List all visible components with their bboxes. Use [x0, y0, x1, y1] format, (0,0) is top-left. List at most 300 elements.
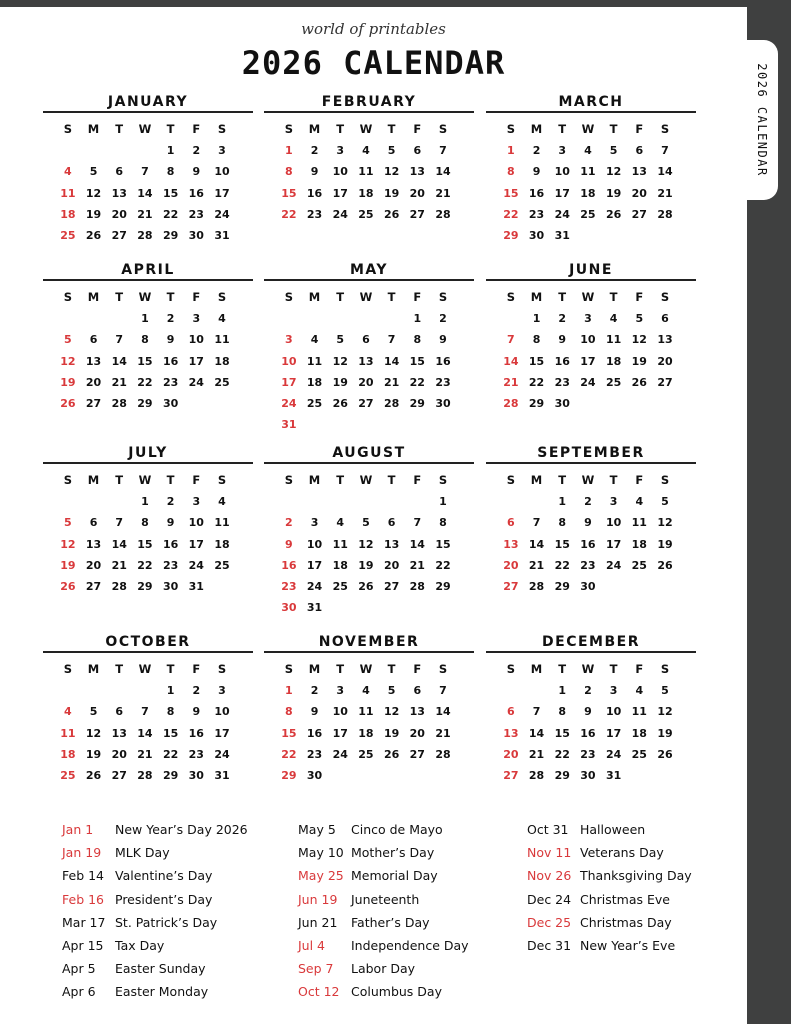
holiday-name: Cinco de Mayo [351, 822, 443, 837]
holiday-name: Memorial Day [351, 868, 438, 884]
day-cell: 16 [580, 537, 596, 551]
month-february [264, 94, 474, 225]
day-cell: 14 [111, 537, 127, 551]
day-cell: 8 [166, 165, 175, 179]
day-cell: 15 [137, 537, 153, 551]
day-cell: 7 [115, 516, 124, 530]
day-cell: 11 [580, 165, 596, 179]
day-cell: 4 [362, 144, 370, 158]
day-cell: 20 [358, 375, 374, 389]
empty-day [106, 680, 132, 701]
day-cell: 16 [306, 186, 323, 200]
day-cell: 16 [528, 186, 545, 200]
day-cell: 7 [115, 333, 124, 347]
weekday-header: S [506, 662, 515, 676]
weekday-header: W [581, 473, 595, 487]
day-cell: 5 [362, 516, 370, 530]
day-cell: 9 [166, 516, 175, 530]
brand-logo: world of printables [301, 20, 446, 38]
day-cell: 18 [605, 354, 622, 368]
day-cell: 31 [188, 579, 204, 593]
day-cell: 24 [214, 207, 230, 221]
side-tab-label: 2026 CALENDAR [755, 63, 769, 177]
day-cell: 19 [60, 558, 76, 572]
day-cell: 5 [64, 516, 72, 530]
holiday-date: May 5 [298, 822, 336, 837]
holiday-name: Veterans Day [580, 845, 664, 861]
day-cell: 28 [409, 579, 425, 593]
weekday-header: S [284, 290, 293, 304]
holiday-date: Apr 5 [62, 961, 96, 977]
weekday-header: S [438, 662, 448, 676]
day-cell: 15 [503, 186, 519, 200]
day-cell: 17 [214, 726, 230, 740]
day-cell: 12 [657, 516, 673, 530]
holiday-date: Feb 14 [62, 868, 105, 884]
day-cell: 1 [166, 144, 175, 158]
day-cell: 1 [141, 312, 149, 326]
month-july [43, 445, 253, 597]
weekday-header: T [336, 122, 345, 136]
day-cell: 5 [89, 705, 98, 719]
holiday-name: MLK Day [115, 845, 170, 861]
weekday-header: M [87, 290, 100, 304]
day-cell: 21 [383, 375, 400, 389]
day-cell: 17 [214, 186, 230, 200]
day-cell: 8 [558, 705, 567, 719]
day-cell: 5 [387, 684, 396, 698]
day-cell: 9 [192, 165, 201, 179]
day-cell: 26 [657, 558, 673, 572]
holiday-name: New Year’s Eve [580, 938, 676, 953]
day-cell: 22 [137, 375, 153, 389]
weekday-header: W [359, 290, 373, 304]
day-cell: 6 [387, 516, 396, 530]
day-cell: 7 [439, 144, 447, 158]
day-cell: 7 [413, 516, 422, 530]
month-june [486, 262, 696, 414]
day-cell: 3 [558, 144, 567, 158]
day-cell: 4 [64, 705, 72, 719]
top-border [0, 0, 791, 7]
day-cell: 1 [507, 144, 515, 158]
day-cell: 16 [580, 726, 596, 740]
weekday-header: M [530, 662, 543, 676]
day-cell: 20 [503, 747, 519, 761]
day-grid [264, 659, 474, 786]
day-cell: 11 [358, 165, 374, 179]
day-cell: 19 [383, 186, 400, 200]
day-cell: 4 [218, 495, 226, 509]
day-cell: 4 [635, 684, 644, 698]
day-cell: 27 [631, 207, 647, 221]
weekday-header: S [660, 473, 670, 487]
day-cell: 24 [306, 579, 323, 593]
day-cell: 22 [528, 375, 545, 389]
day-cell: 16 [188, 726, 204, 740]
weekday-header: F [192, 290, 201, 304]
day-cell: 20 [85, 558, 102, 572]
holiday-date: May 10 [298, 845, 344, 861]
day-cell: 28 [503, 396, 519, 410]
day-cell: 3 [609, 495, 618, 509]
empty-day [132, 680, 158, 701]
day-cell: 17 [580, 354, 596, 368]
day-cell: 20 [111, 207, 127, 221]
day-cell: 10 [188, 333, 204, 347]
weekday-header: W [581, 662, 595, 676]
day-grid [264, 287, 474, 435]
holiday-date: Feb 16 [62, 891, 105, 907]
empty-day [302, 308, 328, 329]
day-cell: 29 [137, 396, 153, 410]
day-cell: 7 [661, 144, 669, 158]
empty-day [498, 680, 524, 701]
month-may [264, 262, 474, 435]
empty-day [81, 491, 107, 512]
day-cell: 30 [188, 768, 204, 782]
empty-day [55, 680, 81, 701]
holiday-date: Jun 19 [298, 891, 338, 907]
day-cell: 23 [162, 375, 179, 389]
day-cell: 9 [532, 165, 541, 179]
weekday-header: T [166, 473, 175, 487]
holiday-date: Nov 26 [527, 868, 572, 884]
day-cell: 14 [137, 186, 153, 200]
day-cell: 10 [306, 537, 323, 551]
empty-day [276, 491, 302, 512]
weekday-header: W [138, 473, 152, 487]
day-cell: 1 [285, 144, 293, 158]
day-cell: 6 [413, 144, 422, 158]
day-cell: 22 [137, 558, 153, 572]
day-cell: 30 [435, 396, 451, 410]
day-cell: 16 [306, 726, 323, 740]
day-cell: 19 [358, 558, 374, 572]
day-cell: 28 [435, 207, 451, 221]
holiday-name: Father’s Day [351, 914, 430, 930]
day-cell: 12 [657, 705, 673, 719]
day-cell: 26 [85, 768, 102, 782]
weekday-header: S [217, 662, 227, 676]
day-cell: 18 [60, 747, 76, 761]
day-cell: 29 [435, 579, 451, 593]
day-cell: 23 [435, 375, 451, 389]
day-cell: 23 [580, 558, 596, 572]
weekday-header: S [506, 290, 515, 304]
day-cell: 18 [358, 186, 374, 200]
day-cell: 2 [439, 312, 447, 326]
empty-day [276, 308, 302, 329]
month-name: MAY [264, 262, 474, 281]
day-cell: 25 [60, 228, 76, 242]
day-cell: 4 [310, 333, 319, 347]
day-cell: 15 [162, 726, 179, 740]
month-name: OCTOBER [43, 634, 253, 653]
day-cell: 6 [89, 333, 98, 347]
day-cell: 13 [358, 354, 374, 368]
weekday-header: W [138, 662, 152, 676]
empty-day [379, 308, 405, 329]
holiday-date: Dec 24 [527, 891, 572, 907]
day-cell: 8 [166, 705, 175, 719]
day-cell: 20 [631, 186, 647, 200]
weekday-header: F [413, 122, 422, 136]
day-cell: 8 [413, 333, 422, 347]
day-cell: 20 [409, 726, 425, 740]
day-cell: 22 [409, 375, 425, 389]
day-cell: 24 [332, 747, 348, 761]
day-cell: 3 [285, 333, 293, 347]
holiday-name: St. Patrick’s Day [115, 914, 218, 930]
day-cell: 24 [580, 375, 596, 389]
empty-day [524, 680, 550, 701]
day-cell: 10 [554, 165, 570, 179]
day-cell: 16 [162, 537, 179, 551]
day-cell: 3 [218, 144, 226, 158]
day-cell: 8 [439, 516, 447, 530]
empty-day [55, 308, 81, 329]
day-cell: 18 [332, 558, 348, 572]
holiday-name: Columbus Day [351, 984, 442, 1000]
day-cell: 21 [657, 186, 673, 200]
day-cell: 6 [507, 516, 515, 530]
day-cell: 4 [336, 516, 345, 530]
day-cell: 3 [218, 684, 226, 698]
day-cell: 24 [332, 207, 348, 221]
weekday-header: T [336, 290, 345, 304]
day-cell: 30 [554, 396, 570, 410]
day-cell: 8 [285, 705, 293, 719]
day-cell: 27 [383, 579, 400, 593]
day-cell: 17 [605, 726, 622, 740]
day-cell: 9 [310, 705, 319, 719]
month-name: JANUARY [43, 94, 253, 113]
weekday-header: S [438, 473, 448, 487]
empty-day [106, 140, 132, 161]
day-cell: 1 [558, 684, 567, 698]
weekday-header: T [609, 473, 618, 487]
weekday-header: T [115, 290, 124, 304]
empty-day [498, 308, 524, 329]
page-title: 2026 CALENDAR [241, 44, 506, 82]
day-cell: 12 [605, 165, 622, 179]
day-cell: 22 [281, 747, 297, 761]
day-cell: 5 [661, 684, 669, 698]
weekday-header: M [308, 122, 321, 136]
day-cell: 29 [554, 579, 570, 593]
weekday-header: S [284, 662, 293, 676]
day-cell: 6 [362, 333, 370, 347]
day-cell: 27 [409, 207, 425, 221]
day-cell: 9 [439, 333, 447, 347]
day-cell: 30 [306, 768, 323, 782]
day-cell: 19 [85, 747, 102, 761]
day-cell: 19 [631, 354, 647, 368]
day-cell: 20 [111, 747, 127, 761]
weekday-header: T [387, 122, 396, 136]
holiday-name: Thanksgiving Day [580, 868, 692, 884]
weekday-header: M [530, 473, 543, 487]
day-cell: 1 [558, 495, 567, 509]
weekday-header: M [87, 122, 100, 136]
day-cell: 28 [528, 579, 545, 593]
day-cell: 22 [554, 558, 570, 572]
day-cell: 23 [281, 579, 297, 593]
day-grid [486, 287, 696, 414]
day-cell: 8 [507, 165, 515, 179]
day-cell: 17 [188, 537, 204, 551]
day-cell: 29 [162, 768, 179, 782]
day-cell: 26 [60, 396, 76, 410]
holiday-date: Apr 6 [62, 984, 96, 1000]
day-cell: 15 [281, 726, 297, 740]
month-august [264, 445, 474, 618]
day-cell: 1 [532, 312, 541, 326]
day-cell: 4 [64, 165, 72, 179]
day-cell: 25 [580, 207, 596, 221]
month-october [43, 634, 253, 786]
month-name: APRIL [43, 262, 253, 281]
day-cell: 11 [332, 537, 348, 551]
day-cell: 7 [532, 516, 541, 530]
day-cell: 18 [60, 207, 76, 221]
weekday-header: T [387, 290, 396, 304]
day-cell: 13 [657, 333, 673, 347]
holiday-name: Juneteenth [351, 891, 420, 907]
holiday-date: Jan 1 [62, 822, 94, 837]
day-cell: 29 [503, 228, 519, 242]
weekday-header: T [558, 473, 567, 487]
day-cell: 19 [657, 537, 673, 551]
day-cell: 9 [584, 705, 592, 719]
day-cell: 19 [85, 207, 102, 221]
day-cell: 30 [281, 601, 297, 615]
day-cell: 2 [166, 495, 175, 509]
day-cell: 9 [192, 705, 201, 719]
day-cell: 3 [336, 144, 345, 158]
weekday-header: T [115, 662, 124, 676]
weekday-header: S [438, 122, 448, 136]
weekday-header: M [308, 473, 321, 487]
holiday-date: Apr 15 [62, 938, 104, 953]
day-cell: 23 [580, 747, 596, 761]
day-cell: 18 [214, 354, 230, 368]
day-cell: 2 [584, 684, 592, 698]
weekday-header: F [635, 662, 644, 676]
day-cell: 31 [554, 228, 570, 242]
day-cell: 27 [85, 579, 102, 593]
day-cell: 20 [85, 375, 102, 389]
day-cell: 21 [111, 558, 127, 572]
weekday-header: T [558, 122, 567, 136]
day-cell: 24 [605, 558, 622, 572]
day-cell: 25 [631, 558, 647, 572]
weekday-header: T [115, 122, 124, 136]
weekday-header: T [609, 662, 618, 676]
day-cell: 1 [439, 495, 447, 509]
day-cell: 3 [609, 684, 618, 698]
day-cell: 30 [188, 228, 204, 242]
day-cell: 23 [306, 747, 323, 761]
day-cell: 28 [111, 396, 127, 410]
day-cell: 20 [503, 558, 519, 572]
day-cell: 15 [281, 186, 297, 200]
weekday-header: W [359, 473, 373, 487]
weekday-header: F [413, 290, 422, 304]
day-grid [43, 659, 253, 786]
day-cell: 15 [435, 537, 451, 551]
weekday-header: M [87, 662, 100, 676]
day-cell: 28 [657, 207, 673, 221]
holiday-name: Mother’s Day [351, 845, 435, 861]
empty-day [106, 308, 132, 329]
day-cell: 24 [605, 747, 622, 761]
day-cell: 15 [409, 354, 425, 368]
weekday-header: F [635, 473, 644, 487]
month-name: NOVEMBER [264, 634, 474, 653]
empty-day [55, 491, 81, 512]
day-cell: 10 [332, 165, 348, 179]
day-cell: 3 [336, 684, 345, 698]
weekday-header: F [635, 290, 644, 304]
day-cell: 18 [358, 726, 374, 740]
day-cell: 2 [285, 516, 293, 530]
day-cell: 27 [111, 228, 127, 242]
empty-day [327, 491, 353, 512]
holiday-date: Mar 17 [62, 914, 106, 930]
day-cell: 4 [362, 684, 370, 698]
day-cell: 27 [503, 768, 519, 782]
day-cell: 29 [137, 579, 153, 593]
day-cell: 1 [413, 312, 422, 326]
empty-day [106, 491, 132, 512]
weekday-header: S [217, 290, 227, 304]
day-cell: 10 [188, 516, 204, 530]
day-cell: 26 [631, 375, 647, 389]
day-cell: 6 [115, 705, 124, 719]
day-cell: 30 [580, 579, 596, 593]
day-cell: 21 [137, 207, 153, 221]
holiday-name: Easter Monday [115, 984, 209, 1000]
weekday-header: T [166, 122, 175, 136]
holiday-name: Halloween [580, 822, 646, 837]
day-cell: 25 [358, 747, 374, 761]
day-cell: 11 [214, 333, 230, 347]
day-cell: 10 [605, 705, 622, 719]
day-cell: 2 [310, 144, 319, 158]
weekday-header: T [558, 662, 567, 676]
day-cell: 20 [409, 186, 425, 200]
weekday-header: S [63, 122, 72, 136]
day-cell: 22 [503, 207, 519, 221]
holiday-date: Sep 7 [298, 961, 334, 977]
day-cell: 5 [336, 333, 345, 347]
day-cell: 9 [166, 333, 175, 347]
day-cell: 21 [435, 726, 451, 740]
day-cell: 13 [111, 726, 127, 740]
empty-day [327, 308, 353, 329]
day-cell: 31 [281, 418, 297, 432]
weekday-header: S [660, 122, 670, 136]
day-cell: 14 [111, 354, 127, 368]
day-cell: 2 [166, 312, 175, 326]
day-cell: 22 [162, 747, 179, 761]
weekday-header: S [217, 122, 227, 136]
day-cell: 25 [214, 375, 230, 389]
month-name: JUNE [486, 262, 696, 281]
holiday-name: Easter Sunday [115, 961, 206, 977]
